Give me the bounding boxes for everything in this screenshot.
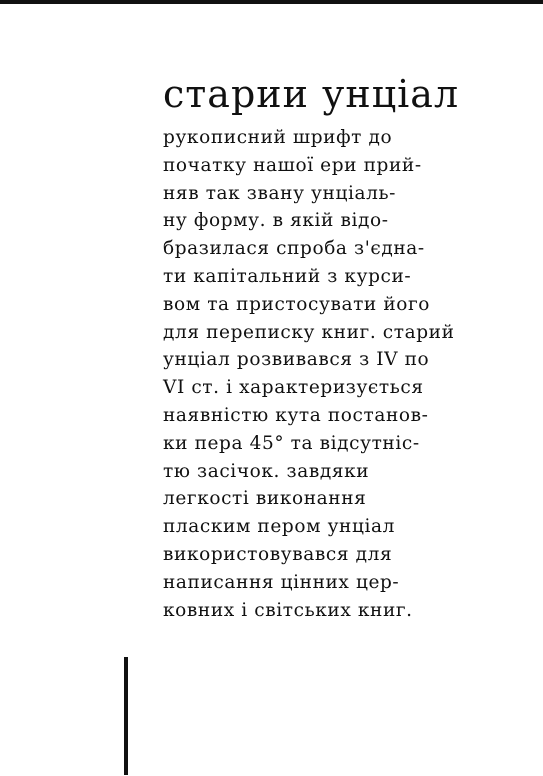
body-line: ти капітальний з курси- — [163, 265, 412, 287]
body-line: наявністю кута постанов- — [163, 404, 429, 426]
body-line: початку нашої ери прий- — [163, 154, 422, 176]
body-line: бразилася спроба з'єдна- — [163, 238, 425, 260]
body-line: VI ст. і характеризується — [163, 377, 424, 399]
body-line: ну форму. в якій відо- — [163, 210, 389, 232]
body-line: легкості виконання — [163, 488, 367, 510]
body-line: няв так звану унціаль- — [163, 182, 396, 204]
page-title: старии унціал — [163, 72, 460, 116]
body-line: тю засічок. завдяки — [163, 460, 370, 482]
body-line: ковних і світських книг. — [163, 599, 413, 621]
left-margin-bar — [124, 657, 128, 775]
body-line: для переписку книг. старий — [163, 321, 455, 343]
body-line: ки пера 45° та відсутніс- — [163, 432, 420, 454]
top-border-rule — [0, 0, 543, 4]
body-line: унціал розвивався з IV по — [163, 349, 430, 371]
calligraphy-text-block — [163, 70, 508, 624]
body-line: вом та пристосувати його — [163, 293, 431, 315]
body-line: пласким пером унціал — [163, 516, 395, 538]
body-line: рукописний шрифт до — [163, 127, 393, 148]
body-text — [163, 124, 508, 624]
body-line: використовувався для — [163, 543, 393, 565]
body-line: написання цінних цер- — [163, 571, 400, 593]
